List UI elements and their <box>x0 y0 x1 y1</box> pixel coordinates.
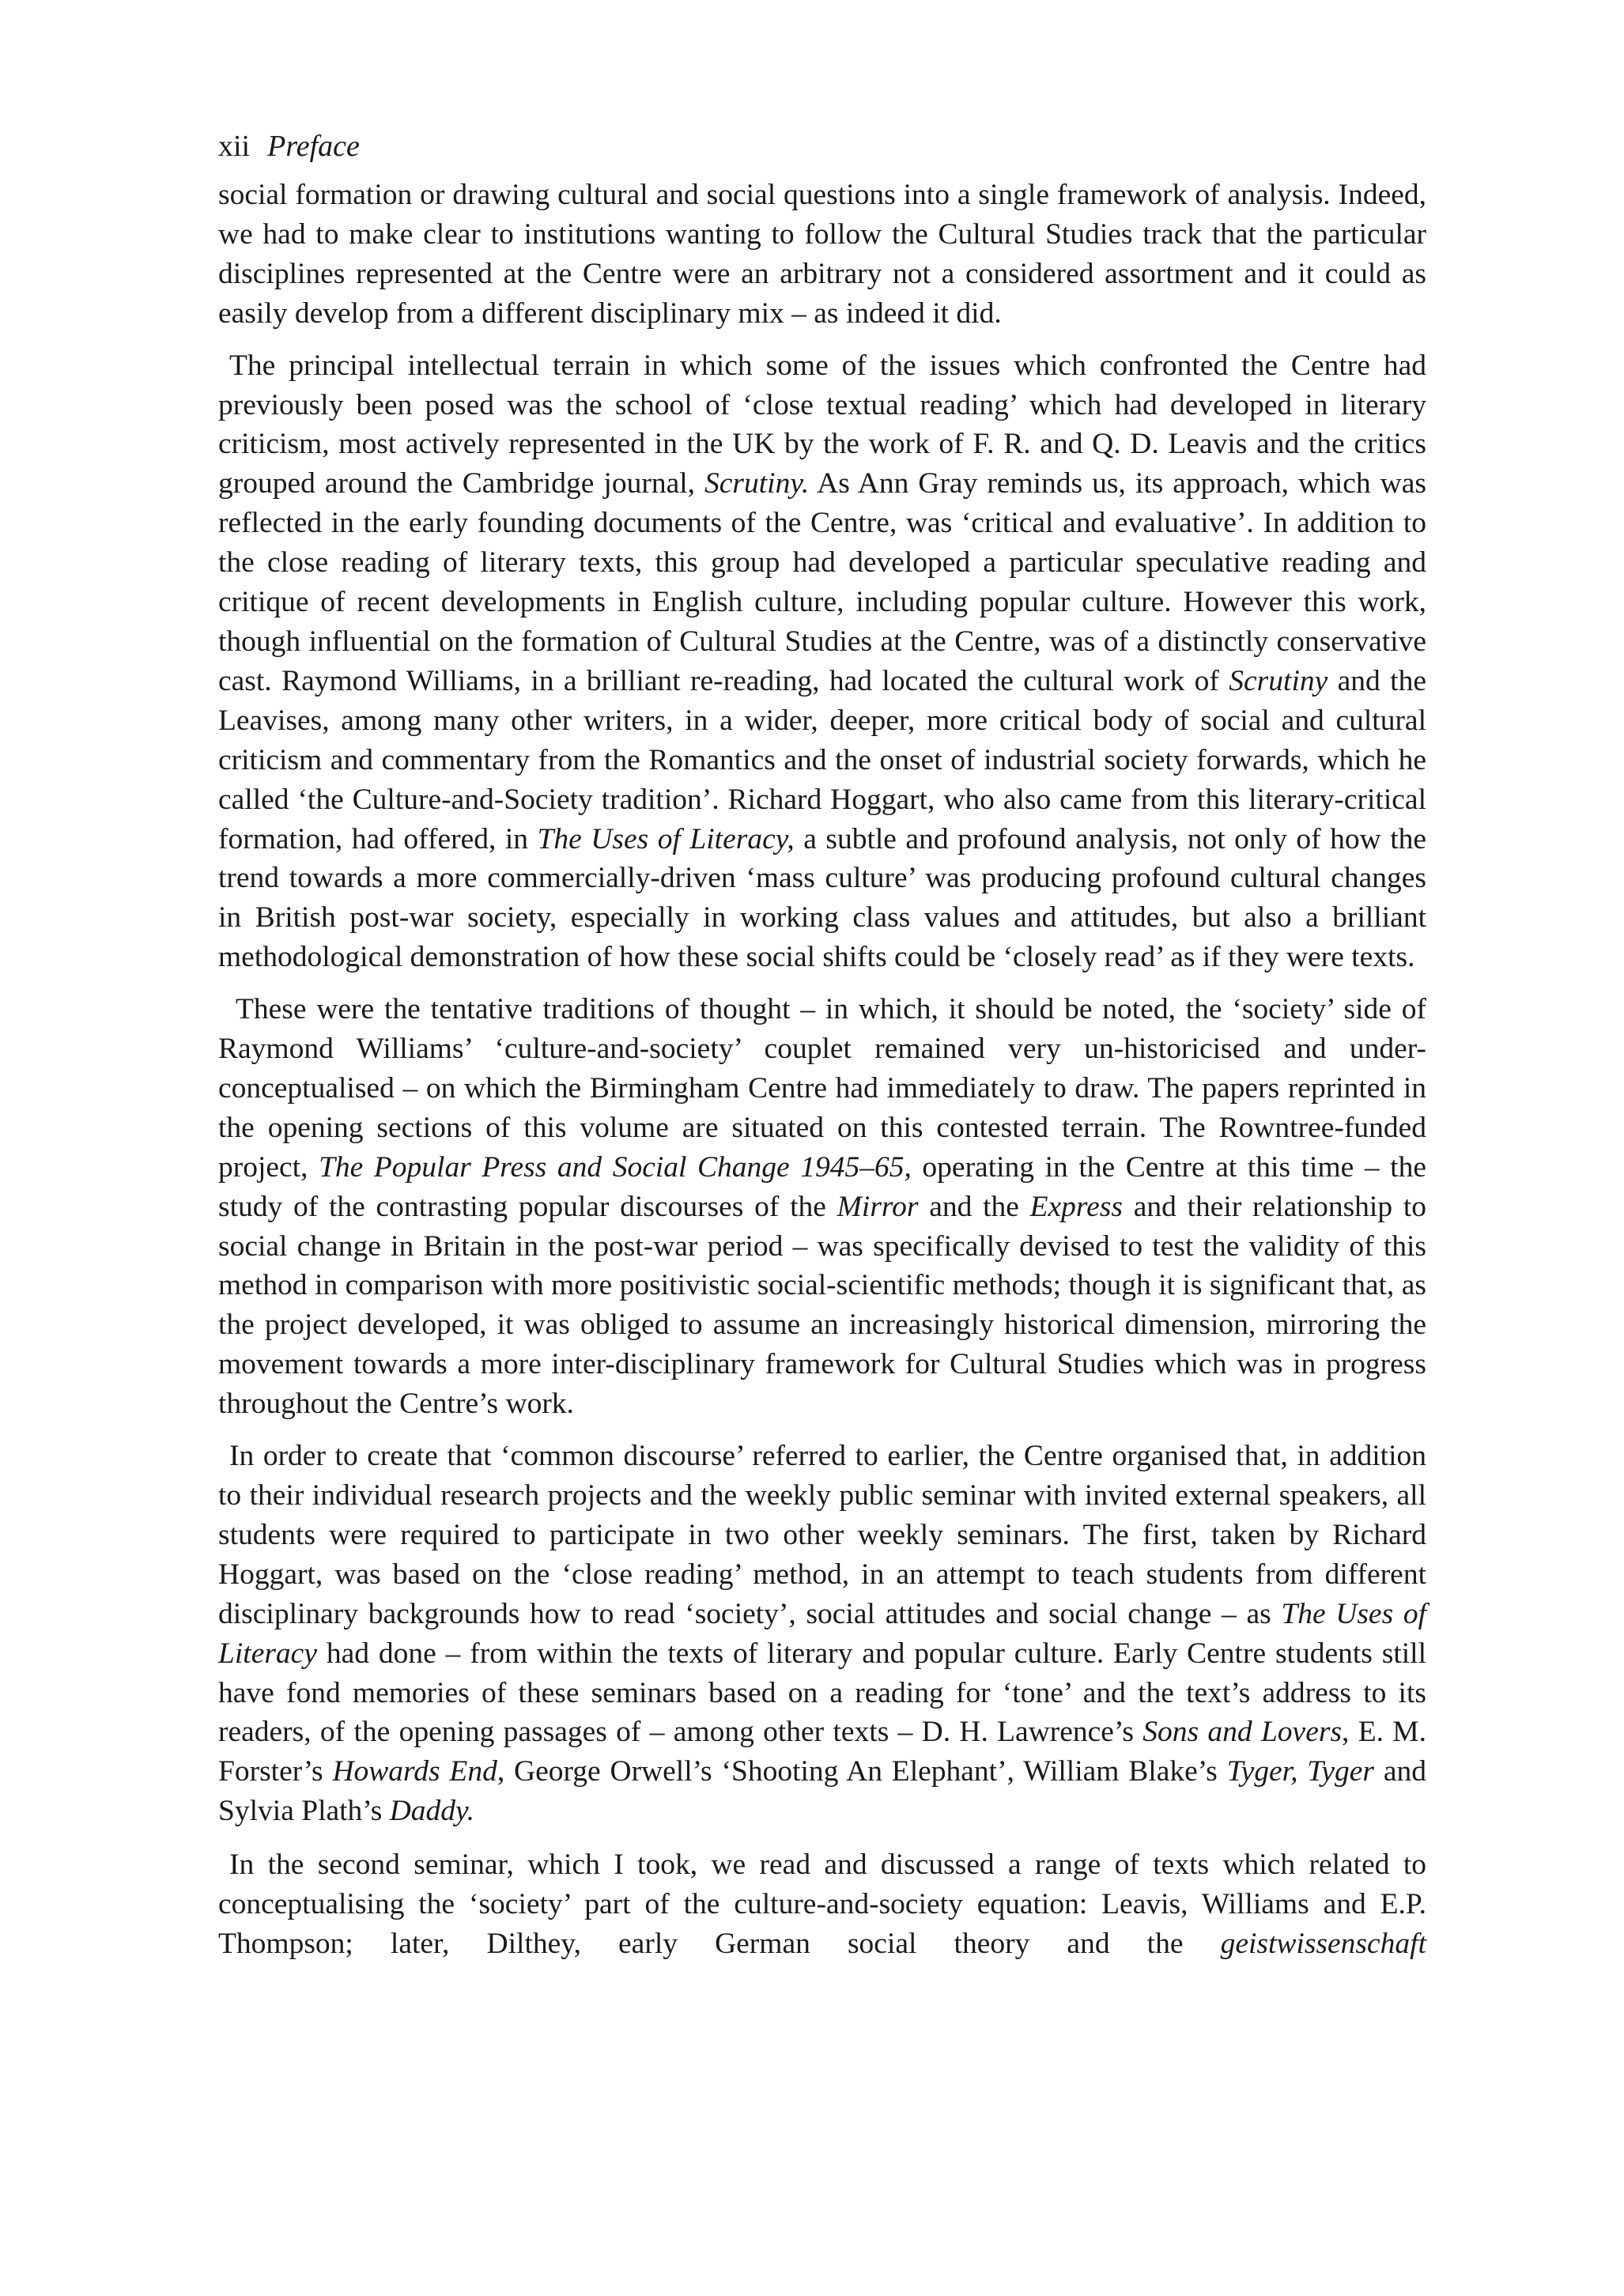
paragraph-text: , E. M. Forster’s <box>218 1716 1427 1788</box>
paragraph-text: operating in the Centre at this time – the study of the contrasting popular discourses of the <box>218 1150 1426 1223</box>
italic-title-text: The Uses of Literacy, <box>537 822 795 855</box>
italic-title-text: Mirror <box>837 1190 919 1223</box>
body-text <box>218 176 1426 1964</box>
italic-title-text: Scrutiny <box>1229 664 1328 697</box>
paragraph-text: and the Leavises, among many other writers, in a wider, deeper, more critical body of social and cultural criticism and commentary from the Romantics and the onset of industrial society forwards, which he called ‘the Culture-and-Society tradition’. Richard Hoggart, who also came from this literary-critical formation, had offered, in <box>218 664 1427 855</box>
running-head <box>218 127 1426 169</box>
book-page <box>218 127 1426 1964</box>
paragraph-2 <box>218 346 1426 978</box>
paragraph-text: The principal intellectual terrain in which some of the issues which confronted the Centre had previously been posed was the school of ‘close textual reading’ which had developed in literary criticism, most actively represented in the UK by the work of F. R. and Q. D. Leavis and the critics grouped around the Cambridge journal, <box>218 349 1426 500</box>
paragraph-text: and their relationship to social change in Britain in the post-war period – was specifically devised to test the validity of this method in comparison with more positivistic social-scientific methods; though it is significant that, as the project developed, it was obliged to assume an increasingly historical dimension, mirroring the movement towards a more inter-disciplinary framework for Cultural Studies which was in progress throughout the Centre’s work. <box>218 1190 1426 1421</box>
italic-title-text: Howards End <box>332 1755 497 1788</box>
italic-title-text: Sons and Lovers <box>1142 1716 1343 1749</box>
paragraph-text: These were the tentative traditions of thought – in which, it should be noted, the ‘society’ side of Raymond Williams’ ‘culture-and-society’ couplet remained very un-historicised and under-conceptualised – on which the Birmingham Centre had immediately to draw. The papers reprinted in the opening sections of this volume are situated on this contested terrain. The Rowntree-funded project, <box>218 993 1426 1184</box>
italic-title-text: Express <box>1029 1190 1123 1223</box>
paragraph-5 <box>218 1845 1426 1964</box>
paragraph-4 <box>218 1437 1426 1831</box>
paragraph-text: , George Orwell’s ‘Shooting An Elephant’, William Blake’s <box>497 1755 1227 1788</box>
paragraph-3 <box>218 990 1426 1424</box>
paragraph-1 <box>218 176 1426 334</box>
paragraph-text: had done – from within the texts of literary and popular culture. Early Centre students still have fond memories of these seminars based on a reading for ‘tone’ and the text’s address to its readers, of the opening passages of – among other texts – D. H. Lawrence’s <box>218 1637 1426 1749</box>
paragraph-text: and Sylvia Plath’s <box>218 1755 1426 1828</box>
italic-title-text: The Uses of Literacy <box>218 1597 1426 1670</box>
paragraph-text: social formation or drawing cultural and social questions into a single framework of analysis. Indeed, we had to make clear to institutions wanting to follow the Cultural Studies track that the particular disciplines represented at the Centre were an arbitrary not a considered assortment and it could as easily develop from a different disciplinary mix – as indeed it did. <box>218 179 1426 330</box>
running-head-title: Preface <box>267 130 360 163</box>
paragraph-text: In order to create that ‘common discourse’ referred to earlier, the Centre organised that, in addition to their individual research projects and the weekly public seminar with invited external speakers, all students were required to participate in two other weekly seminars. The first, taken by Richard Hoggart, was based on the ‘close reading’ method, in an attempt to teach students from different disciplinary backgrounds how to read ‘society’, social attitudes and social change – as <box>218 1440 1426 1630</box>
italic-title-text: geistwissenschaft <box>1220 1927 1426 1960</box>
paragraph-text: a subtle and profound analysis, not only of how the trend towards a more commercially-driven ‘mass culture’ was producing profound cultural changes in British post-war society, especially in working class values and attitudes, but also a brilliant methodological demonstration of how these social shifts could be ‘closely read’ as if they were texts. <box>218 822 1427 974</box>
page-number: xii <box>218 130 251 163</box>
paragraph-text: As Ann Gray reminds us, its approach, which was reflected in the early founding documents of the Centre, was ‘critical and evaluative’. In addition to the close reading of literary texts, this group had developed a particular speculative reading and critique of recent developments in English culture, including popular culture. However this work, though influential on the formation of Cultural Studies at the Centre, was of a distinctly conservative cast. Raymond Williams, in a brilliant re-reading, had located the cultural work of <box>218 467 1426 697</box>
paragraph-text: and the <box>918 1190 1030 1223</box>
italic-title-text: The Popular Press and Social Change 1945–65, <box>319 1150 912 1184</box>
italic-title-text: Daddy. <box>389 1795 474 1828</box>
italic-title-text: Tyger, Tyger <box>1226 1755 1375 1788</box>
paragraph-text: In the second seminar, which I took, we read and discussed a range of texts which related to conceptualising the ‘society’ part of the culture-and-society equation: Leavis, Williams and E.P. Thompson; later, Dilthey, early German social theory and the <box>218 1849 1426 1960</box>
italic-title-text: Scrutiny. <box>704 467 810 500</box>
